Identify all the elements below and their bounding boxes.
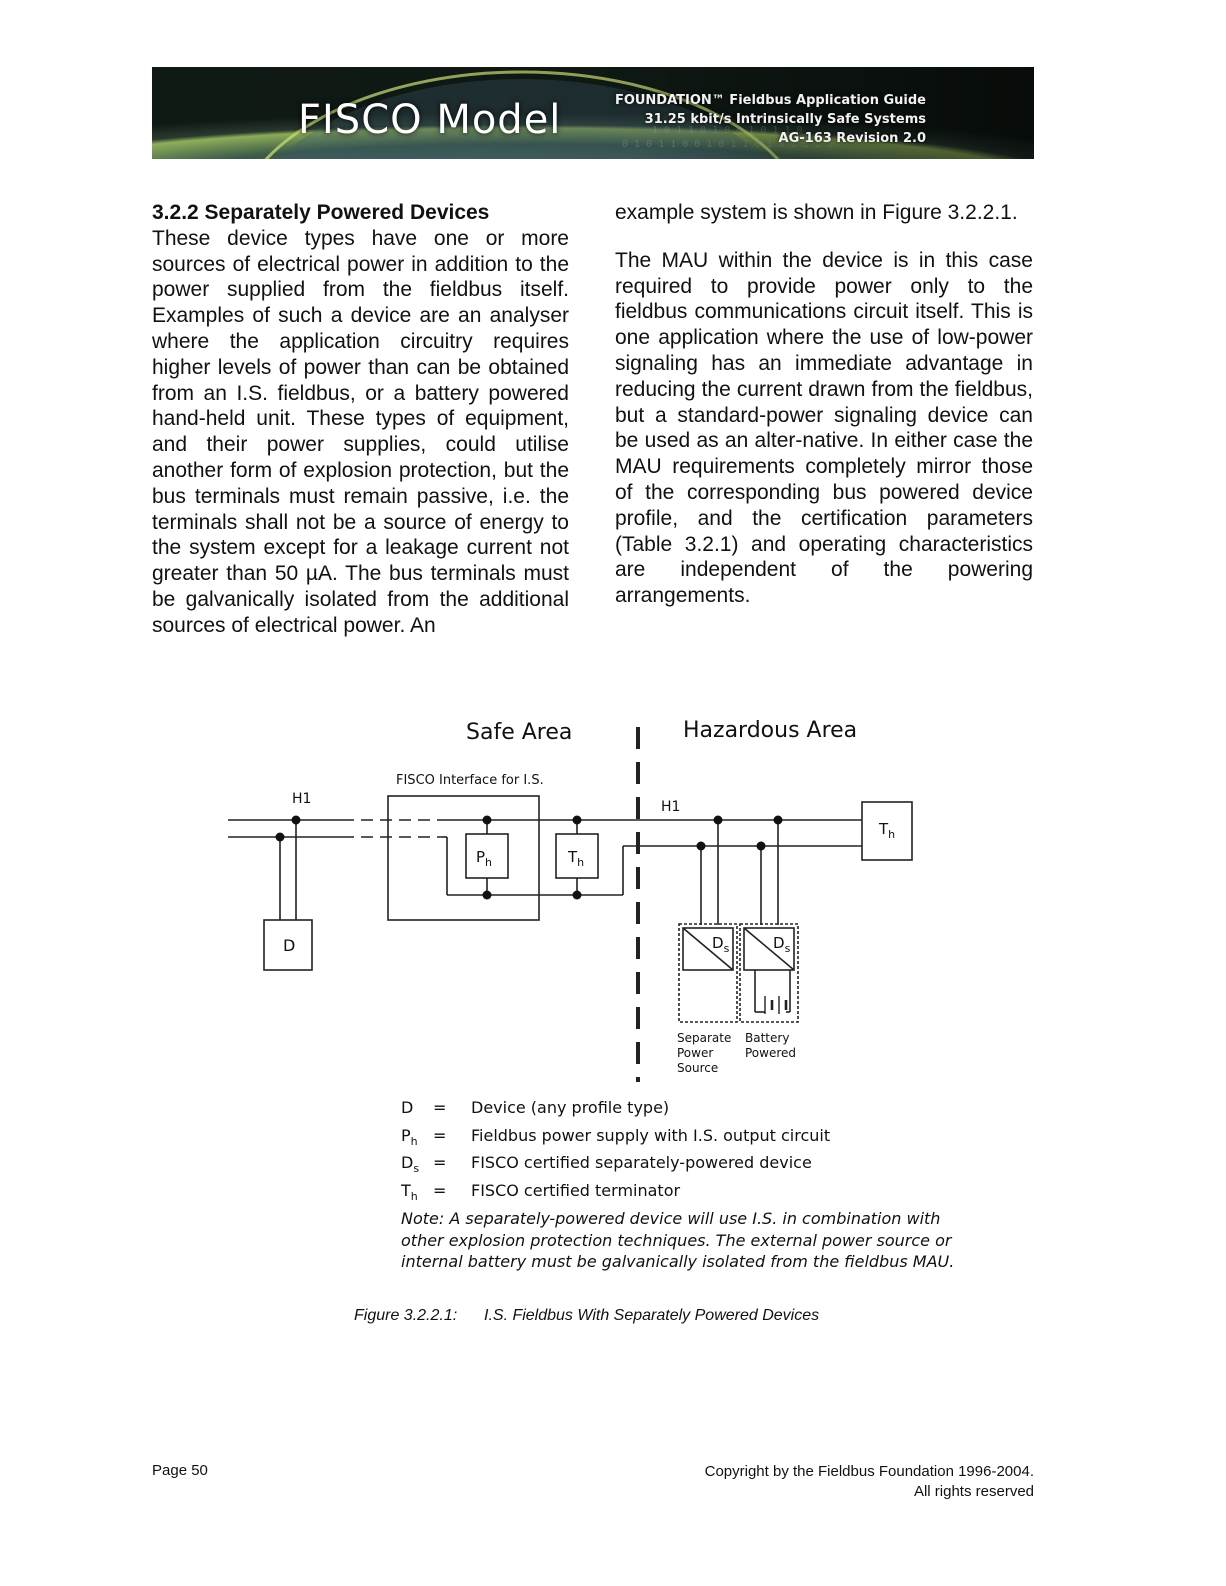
power-supply-ph-box: [466, 834, 508, 878]
legend-desc: Device (any profile type): [471, 1098, 670, 1117]
battery-powered-label: Battery Powered: [745, 1031, 797, 1060]
copyright-line-1: Copyright by the Fieldbus Foundation 1996-2004.: [704, 1463, 1034, 1480]
ds-label-1: $D_s$: [712, 934, 730, 955]
section-heading: 3.2.2 Separately Powered Devices: [152, 201, 490, 224]
right-paragraph-2: The MAU within the device is in this case required to provide power only to the fieldbus communications circuit itself. This is one application where the use of low-power signaling has an immediate advantage in reducing the current drawn from the fieldbus, but a standard-power signaling device can be used as an alter-native. In either case the MAU requirements completely mirror those of the corresponding bus powered device profile, and the certification parameters (Table 3.2.1) and operating characteristics are independent of the powering arrangements.: [615, 248, 1033, 608]
ds-label-2: $D_s$: [773, 934, 791, 955]
junction-dots: [276, 816, 783, 900]
legend-desc: FISCO certified separately-powered device: [471, 1153, 812, 1173]
copyright-line-2: All rights reserved: [913, 1483, 1034, 1500]
banner-title: FISCO Model: [298, 97, 562, 143]
legend-row: $P_h$ = Fieldbus power supply with I.S. output circuit: [401, 1125, 830, 1153]
header-banner: [152, 67, 1034, 159]
fisco-interface-label: FISCO Interface for I.S.: [396, 773, 544, 788]
th-hazardous-label: $T_h$: [879, 820, 896, 841]
legend-desc: FISCO certified terminator: [471, 1181, 681, 1201]
figure-note: Note: A separately-powered device will use I.S. in combination with other explosion protection techniques. The external power source or internal battery must be galvanically isolated from the fieldbus MAU.: [401, 1209, 955, 1271]
figure-legend: [401, 1097, 830, 1208]
right-paragraph-1: example system is shown in Figure 3.2.2.1.: [615, 201, 1018, 224]
hazardous-area-label: Hazardous Area: [683, 718, 858, 743]
legend-row: $T_h$ = FISCO certified terminator: [401, 1180, 830, 1208]
h1-right-label: H1: [661, 799, 681, 815]
terminator-th-hazardous-box: [862, 802, 912, 860]
copyright: [705, 1462, 1034, 1502]
legend-row: $D_s$ = FISCO certified separately-powered device: [401, 1152, 830, 1180]
h1-left-label: H1: [292, 791, 312, 807]
legend-desc: Fieldbus power supply with I.S. output circuit: [471, 1125, 831, 1145]
legend-row: D = Device (any profile type): [401, 1097, 830, 1125]
ds-diagonal-2: [744, 928, 794, 970]
fisco-interface-box: [388, 796, 539, 920]
device-d-label: D: [283, 936, 296, 955]
caption-text: I.S. Fieldbus With Separately Powered Devices: [484, 1307, 820, 1324]
page-number: Page 50: [152, 1462, 208, 1479]
th-safe-label: $T_h$: [568, 848, 585, 869]
ph-label: $P_h$: [476, 848, 493, 869]
banner-subtitle: [615, 91, 926, 148]
right-column: [615, 200, 1033, 609]
left-column: [152, 200, 569, 639]
ds-separate-power-box: [683, 928, 733, 970]
left-paragraph: These device types have one or more sources of electrical power in addition to the power supplied from the fieldbus itself. Examples of such a device are an analyser where the application circuitry requires higher levels of power than can be obtained from an I.S. fieldbus, or a battery powered hand-held unit. These types of equipment, and their power supplies, could utilise another form of explosion protection, but the bus terminals must remain passive, i.e. the terminals shall not be a source of energy to the system except for a leakage current not greater than 50 µA. The bus terminals must be galvanically isolated from the additional sources of electrical power. An: [152, 226, 569, 637]
terminator-th-safe-box: [556, 834, 598, 878]
device-d-box: [264, 920, 312, 970]
ds-separate-power-enclosure: [679, 924, 737, 1022]
banner-guide-name: FOUNDATION™ Fieldbus Application Guide: [614, 93, 926, 108]
separate-power-source-label: Separate Power Source: [677, 1031, 732, 1075]
ds-diagonal-1: [683, 928, 733, 970]
figure-caption: [354, 1307, 819, 1325]
safe-area-label: Safe Area: [466, 720, 573, 745]
banner-revision: AG-163 Revision 2.0: [778, 131, 926, 146]
caption-number: Figure 3.2.2.1:: [354, 1307, 458, 1324]
ds-battery-box: [744, 928, 794, 970]
banner-system-type: 31.25 kbit/s Intrinsically Safe Systems: [644, 112, 926, 127]
ds-battery-enclosure: [740, 924, 798, 1022]
